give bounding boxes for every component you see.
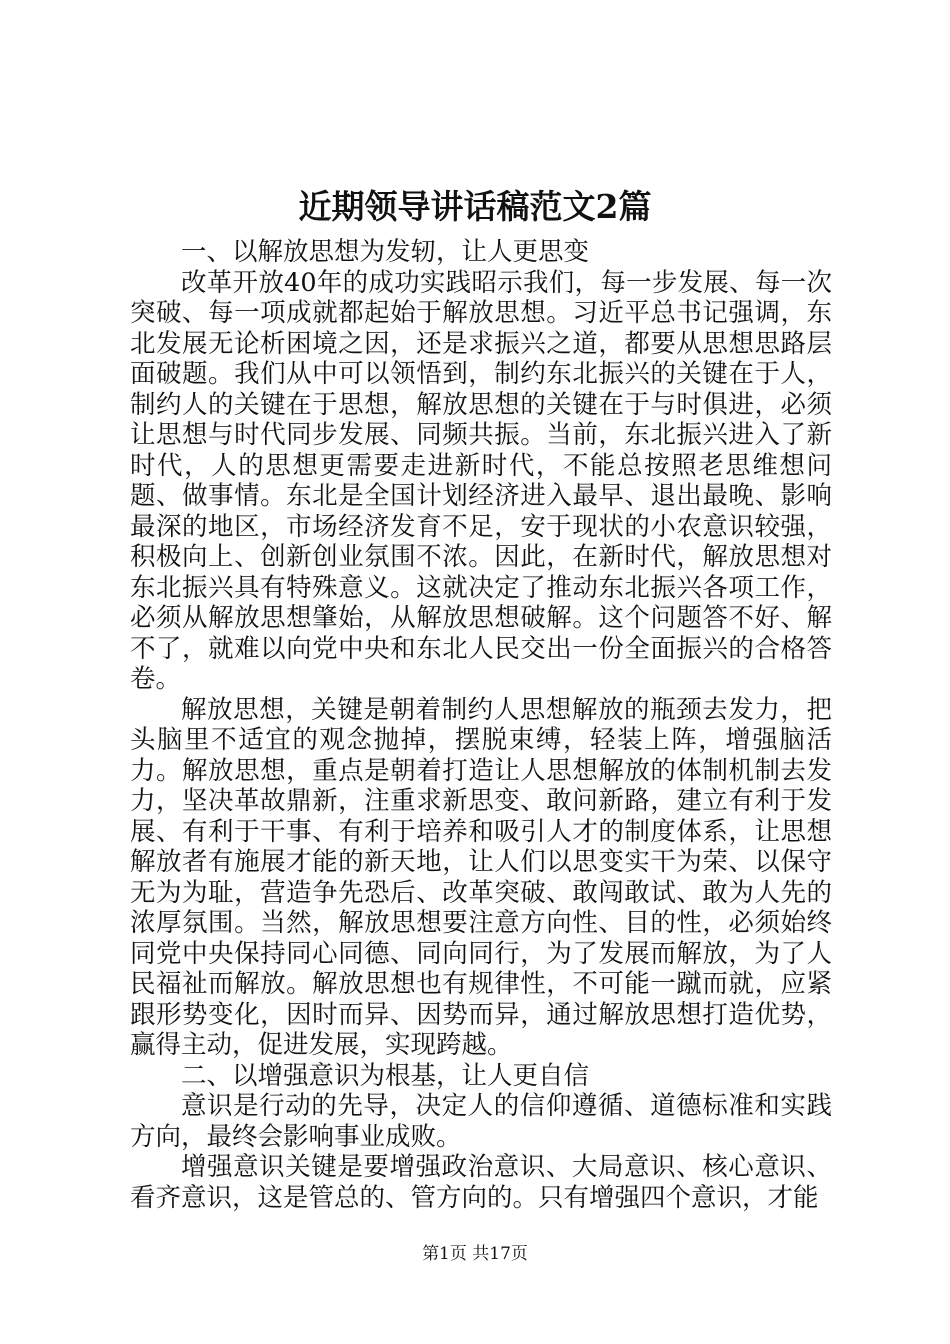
paragraph: 增强意识关键是要增强政治意识、大局意识、核心意识、看齐意识，这是管总的、管方向的。只有增强四个意识，才能 [130, 1152, 832, 1213]
paragraph: 改革开放40年的成功实践昭示我们，每一步发展、每一次突破、每一项成就都起始于解放思想。习近平总书记强调，东北发展无论析困境之因，还是求振兴之道，都要从思想思路层面破题。我们从中可以领悟到，制约东北振兴的关键在于人，制约人的关键在于思想，解放思想的关键在于与时俱进，必须让思想与时代同步发展、同频共振。当前，东北振兴进入了新时代，人的思想更需要走进新时代，不能总按照老思维想问题、做事情。东北是全国计划经济进入最早、退出最晚、影响最深的地区，市场经济发育不足，安于现状的小农意识较强，积极向上、创新创业氛围不浓。因此，在新时代，解放思想对东北振兴具有特殊意义。这就决定了推动东北振兴各项工作，必须从解放思想肇始，从解放思想破解。这个问题答不好、解不了，就难以向党中央和东北人民交出一份全面振兴的合格答卷。 [130, 267, 832, 694]
page-footer: 第1页 共17页 [422, 1244, 528, 1264]
paragraph: 意识是行动的先导，决定人的信仰遵循、道德标准和实践方向，最终会影响事业成败。 [130, 1091, 832, 1152]
paragraph: 解放思想，关键是朝着制约人思想解放的瓶颈去发力，把头脑里不适宜的观念抛掉，摆脱束缚，轻装上阵，增强脑活力。解放思想，重点是朝着打造让人思想解放的体制机制去发力，坚决革故鼎新，注重求新思变、敢问新路，建立有利于发展、有利于干事、有利于培养和吸引人才的制度体系，让思想解放者有施展才能的新天地，让人们以思变实干为荣、以保守无为为耻，营造争先恐后、改革突破、敢闯敢试、敢为人先的浓厚氛围。当然，解放思想要注意方向性、目的性，必须始终同党中央保持同心同德、同向同行，为了发展而解放，为了人民福祉而解放。解放思想也有规律性，不可能一蹴而就，应紧跟形势变化，因时而异、因势而异，通过解放思想打造优势，赢得主动，促进发展，实现跨越。 [130, 694, 832, 1060]
document-title: 近期领导讲话稿范文2篇 [298, 187, 652, 226]
section-heading-2: 二、以增强意识为根基，让人更自信 [181, 1060, 590, 1091]
section-heading-1: 一、以解放思想为发轫，让人更思变 [181, 237, 590, 267]
document-body [130, 237, 832, 1213]
